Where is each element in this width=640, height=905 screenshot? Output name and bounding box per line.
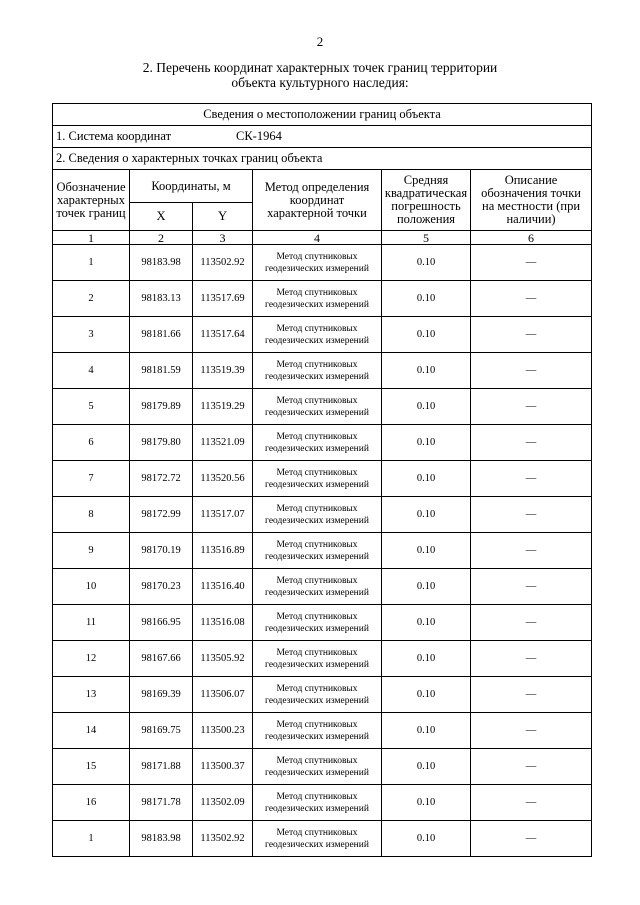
description-cell: —: [471, 317, 592, 353]
point-cell: 8: [53, 497, 130, 533]
error-cell: 0.10: [382, 317, 471, 353]
x-cell: 98169.39: [130, 677, 193, 713]
x-cell: 98169.75: [130, 713, 193, 749]
description-cell: —: [471, 749, 592, 785]
description-cell: —: [471, 245, 592, 281]
y-cell: 113517.07: [193, 497, 253, 533]
x-cell: 98181.66: [130, 317, 193, 353]
x-cell: 98172.99: [130, 497, 193, 533]
y-cell: 113502.09: [193, 785, 253, 821]
header-description-line-3: на местности (при: [482, 199, 581, 213]
point-cell: 9: [53, 533, 130, 569]
document-heading: [60, 60, 580, 90]
column-number: 1: [53, 231, 130, 245]
column-number: 4: [253, 231, 382, 245]
method-line-1: Метод спутниковых: [276, 539, 358, 550]
page-number: 2: [316, 34, 324, 49]
method-line-1: Метод спутниковых: [276, 503, 358, 514]
error-cell: 0.10: [382, 641, 471, 677]
point-cell: 11: [53, 605, 130, 641]
method-line-1: Метод спутниковых: [276, 719, 358, 730]
method-line-1: Метод спутниковых: [276, 395, 358, 406]
y-cell: 113517.64: [193, 317, 253, 353]
point-cell: 2: [53, 281, 130, 317]
y-cell: 113502.92: [193, 245, 253, 281]
description-cell: —: [471, 785, 592, 821]
x-cell: 98172.72: [130, 461, 193, 497]
header-error-line-3: погрешность: [391, 199, 461, 213]
x-cell: 98181.59: [130, 353, 193, 389]
y-cell: 113519.39: [193, 353, 253, 389]
column-numbers-row: [53, 231, 592, 245]
method-line-2: геодезических измерений: [265, 623, 369, 634]
method-cell: [253, 497, 382, 533]
method-cell: [253, 281, 382, 317]
error-cell: 0.10: [382, 245, 471, 281]
header-description-line-4: наличии): [506, 212, 556, 226]
description-cell: —: [471, 353, 592, 389]
method-line-2: геодезических измерений: [265, 335, 369, 346]
method-line-1: Метод спутниковых: [276, 467, 358, 478]
header-point-line-3: точек границ: [56, 205, 126, 220]
point-cell: 6: [53, 425, 130, 461]
table-row: [53, 425, 592, 461]
method-line-1: Метод спутниковых: [276, 431, 358, 442]
method-line-1: Метод спутниковых: [276, 359, 358, 370]
error-cell: 0.10: [382, 677, 471, 713]
error-cell: 0.10: [382, 461, 471, 497]
coordinate-system-row: [53, 126, 592, 148]
table-row: [53, 569, 592, 605]
x-cell: 98167.66: [130, 641, 193, 677]
point-cell: 1: [53, 821, 130, 857]
method-cell: [253, 785, 382, 821]
method-cell: [253, 245, 382, 281]
x-cell: 98166.95: [130, 605, 193, 641]
point-cell: 5: [53, 389, 130, 425]
method-cell: [253, 821, 382, 857]
method-line-2: геодезических измерений: [265, 731, 369, 742]
header-point-line-2: характерных: [57, 192, 125, 207]
table-row: [53, 533, 592, 569]
y-cell: 113516.89: [193, 533, 253, 569]
header-error-line-1: Средняя: [403, 173, 449, 187]
method-line-1: Метод спутниковых: [276, 647, 358, 658]
x-cell: 98179.89: [130, 389, 193, 425]
heading-line-1: 2. Перечень координат характерных точек границ территории: [142, 60, 498, 75]
y-cell: 113506.07: [193, 677, 253, 713]
description-cell: —: [471, 281, 592, 317]
method-line-2: геодезических измерений: [265, 299, 369, 310]
header-error-line-4: положения: [396, 212, 456, 226]
method-line-2: геодезических измерений: [265, 479, 369, 490]
method-cell: [253, 677, 382, 713]
y-cell: 113500.37: [193, 749, 253, 785]
method-line-2: геодезических измерений: [265, 443, 369, 454]
table-row: [53, 461, 592, 497]
description-cell: —: [471, 533, 592, 569]
error-cell: 0.10: [382, 497, 471, 533]
method-line-2: геодезических измерений: [265, 407, 369, 418]
y-cell: 113519.29: [193, 389, 253, 425]
coordinates-table: [52, 103, 592, 857]
table-row: [53, 497, 592, 533]
method-cell: [253, 353, 382, 389]
method-line-1: Метод спутниковых: [276, 251, 358, 262]
method-line-2: геодезических измерений: [265, 695, 369, 706]
method-line-1: Метод спутниковых: [276, 575, 358, 586]
header-error-line-2: квадратическая: [384, 186, 468, 200]
method-cell: [253, 389, 382, 425]
method-cell: [253, 605, 382, 641]
method-line-2: геодезических измерений: [265, 839, 369, 850]
column-number: 5: [382, 231, 471, 245]
y-cell: 113516.40: [193, 569, 253, 605]
y-cell: 113516.08: [193, 605, 253, 641]
method-cell: [253, 713, 382, 749]
method-cell: [253, 425, 382, 461]
error-cell: 0.10: [382, 569, 471, 605]
point-cell: 16: [53, 785, 130, 821]
coordinate-system-value: СК-1964: [236, 129, 282, 143]
description-cell: —: [471, 461, 592, 497]
header-method: [253, 170, 382, 231]
point-cell: 3: [53, 317, 130, 353]
table-row: [53, 317, 592, 353]
table-row: [53, 713, 592, 749]
y-cell: 113500.23: [193, 713, 253, 749]
table-row: [53, 281, 592, 317]
table-row: [53, 245, 592, 281]
description-cell: —: [471, 821, 592, 857]
y-cell: 113517.69: [193, 281, 253, 317]
table-row: [53, 677, 592, 713]
error-cell: 0.10: [382, 389, 471, 425]
error-cell: 0.10: [382, 533, 471, 569]
method-line-2: геодезических измерений: [265, 767, 369, 778]
description-cell: —: [471, 605, 592, 641]
method-cell: [253, 461, 382, 497]
method-line-1: Метод спутниковых: [276, 611, 358, 622]
error-cell: 0.10: [382, 353, 471, 389]
method-line-1: Метод спутниковых: [276, 827, 358, 838]
y-cell: 113520.56: [193, 461, 253, 497]
description-cell: —: [471, 641, 592, 677]
header-y: Y: [193, 203, 253, 231]
description-cell: —: [471, 713, 592, 749]
method-line-2: геодезических измерений: [265, 263, 369, 274]
method-line-2: геодезических измерений: [265, 587, 369, 598]
method-line-2: геодезических измерений: [265, 803, 369, 814]
header-method-line-3: характерной точки: [267, 205, 367, 220]
method-line-2: геодезических измерений: [265, 371, 369, 382]
x-cell: 98170.23: [130, 569, 193, 605]
header-method-line-2: координат: [289, 192, 345, 207]
column-number: 6: [471, 231, 592, 245]
point-cell: 7: [53, 461, 130, 497]
table-row: [53, 785, 592, 821]
header-x: X: [130, 203, 193, 231]
description-cell: —: [471, 569, 592, 605]
description-cell: —: [471, 497, 592, 533]
table-row: [53, 605, 592, 641]
column-number: 3: [193, 231, 253, 245]
table-row: [53, 353, 592, 389]
method-cell: [253, 641, 382, 677]
heading-line-2: объекта культурного наследия:: [231, 75, 409, 90]
table-title: Сведения о местоположении границ объекта: [53, 104, 592, 126]
table-row: [53, 749, 592, 785]
header-point: [53, 170, 130, 231]
method-cell: [253, 317, 382, 353]
method-cell: [253, 569, 382, 605]
error-cell: 0.10: [382, 785, 471, 821]
point-cell: 14: [53, 713, 130, 749]
method-line-1: Метод спутниковых: [276, 755, 358, 766]
header-point-line-1: Обозначение: [56, 179, 126, 194]
header-description-line-1: Описание: [504, 173, 558, 187]
header-description: [471, 170, 592, 231]
table-row: [53, 641, 592, 677]
description-cell: —: [471, 425, 592, 461]
point-cell: 1: [53, 245, 130, 281]
x-cell: 98183.98: [130, 821, 193, 857]
header-error: [382, 170, 471, 231]
header-method-line-1: Метод определения: [264, 179, 370, 194]
column-number: 2: [130, 231, 193, 245]
description-cell: —: [471, 389, 592, 425]
method-cell: [253, 533, 382, 569]
table-row: [53, 389, 592, 425]
error-cell: 0.10: [382, 605, 471, 641]
error-cell: 0.10: [382, 749, 471, 785]
y-cell: 113505.92: [193, 641, 253, 677]
header-description-line-2: обозначения точки: [481, 186, 581, 200]
x-cell: 98183.13: [130, 281, 193, 317]
point-cell: 4: [53, 353, 130, 389]
method-line-1: Метод спутниковых: [276, 791, 358, 802]
method-line-1: Метод спутниковых: [276, 683, 358, 694]
description-cell: —: [471, 677, 592, 713]
error-cell: 0.10: [382, 425, 471, 461]
error-cell: 0.10: [382, 281, 471, 317]
header-coordinates: Координаты, м: [130, 170, 253, 203]
method-cell: [253, 749, 382, 785]
point-cell: 10: [53, 569, 130, 605]
point-cell: 15: [53, 749, 130, 785]
x-cell: 98170.19: [130, 533, 193, 569]
x-cell: 98183.98: [130, 245, 193, 281]
coordinate-system-label: 1. Система координат: [56, 129, 172, 143]
method-line-2: геодезических измерений: [265, 515, 369, 526]
x-cell: 98171.78: [130, 785, 193, 821]
y-cell: 113502.92: [193, 821, 253, 857]
x-cell: 98179.80: [130, 425, 193, 461]
x-cell: 98171.88: [130, 749, 193, 785]
table-row: [53, 821, 592, 857]
point-cell: 13: [53, 677, 130, 713]
method-line-1: Метод спутниковых: [276, 287, 358, 298]
method-line-2: геодезических измерений: [265, 551, 369, 562]
y-cell: 113521.09: [193, 425, 253, 461]
error-cell: 0.10: [382, 821, 471, 857]
section-2-title: 2. Сведения о характерных точках границ объекта: [53, 148, 592, 170]
method-line-1: Метод спутниковых: [276, 323, 358, 334]
method-line-2: геодезических измерений: [265, 659, 369, 670]
point-cell: 12: [53, 641, 130, 677]
error-cell: 0.10: [382, 713, 471, 749]
